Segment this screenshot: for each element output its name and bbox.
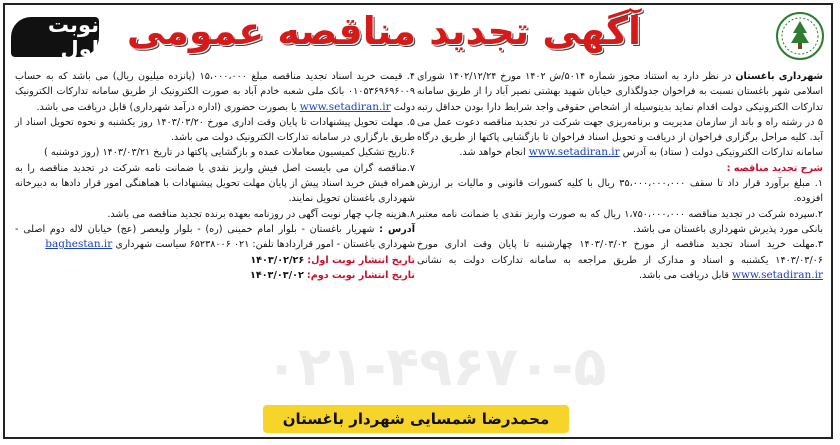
watermark: ۰۲۱-۴۹۶۷۰-۵ <box>265 335 607 398</box>
item-3 <box>417 237 823 283</box>
signature-bar: محمدرضا شمسایی شهردار باغستان <box>263 405 569 433</box>
item-1: ۱. مبلغ برآورد قرار داد تا سقف ۳۵،۰۰۰،۰۰۰،۰۰۰ ریال با کلیه کسورات قانونی و مالیات بر ارزش افزوده. <box>417 178 823 205</box>
item-3-link[interactable]: www.setadiran.ir <box>732 268 823 281</box>
second-pub-date: ۱۴۰۳/۰۳/۰۲ <box>249 269 304 281</box>
intro-paragraph <box>417 69 823 161</box>
item-8: ۸.هزینه چاپ چهار نوبت آگهی در روزنامه بعهده برنده تجدید مناقصه می باشد. <box>107 208 415 220</box>
setadiran-link[interactable]: www.setadiran.ir <box>528 146 620 159</box>
first-pub-date: ۱۴۰۳/۰۲/۲۶ <box>250 254 305 266</box>
left-column <box>15 69 415 283</box>
item-4-link[interactable]: www.setadiran.ir <box>299 100 391 113</box>
header <box>5 5 831 67</box>
notice-frame <box>3 3 833 439</box>
address-text: شهریار باغستان - بلوار امام خمینی (ره) - بلوار ولیعصر (عج) خیابان لاله دوم اصلی - شهرداری باغستان - امور قراردادها تلفن: ۰۲۱ ۶۵۲۳۸۰۰۶ سیاست شهرداری <box>15 223 415 251</box>
item-2: ۲.سپرده شرکت در تجدید مناقصه ۱،۷۵۰،۰۰۰،۰۰۰ ریال که به صورت واریز نقدی یا ضمانت نامه معتبر بانکی مورد پذیرش شهرداری باغستان می باشد. <box>417 208 823 235</box>
item-4-text: ۴. قیمت خرید اسناد تجدید مناقصه مبلغ ۱۵،۰۰۰،۰۰۰ (پانزده میلیون ریال) می باشد که به حساب ۰۱۰۵۳۶۹۶۹۶۰۰۹ بانک ملی شعبه خادم آباد به صورت الکترونیک از طریق سامانه تدارکات الکترونیک دولت <box>15 71 416 113</box>
first-pub-label: تاریخ انتشار نوبت اول: <box>307 254 415 266</box>
conditions-title: شرح تجدید مناقصه : <box>726 162 823 174</box>
item-7: ۷.مناقصه گران می بایست اصل فیش واریز نقدی یا ضمانت نامه شرکت در تجدید مناقصه را به همراه فیش خرید اسناد پیش از پایان مهلت تحویل پیشنهادات با هماهنگی امور قرار دادها به دبیرخانه شهرداری باغستان تحویل نمایند. <box>15 162 415 205</box>
baghestan-link[interactable]: baghestan.ir <box>45 238 113 251</box>
intro-text: در نظر دارد به استناد مجوز شماره ۵۰۱۴/ش ۱۴۰۲ مورخ ۱۴۰۲/۱۲/۲۴ شورای اسلامی شهر باغستان نسبت به فراخوان جدولگذاری خیابان شهید بهشتی نصیر آباد را از طریق سامانه تدارکات الکترونیکی دولت اقدام نماید بدینوسیله از اشخاص حقوقی واجد شرایط دارا بودن حداقل رتبه ۵ در رشته راه و باند از سازمان مدیریت و برنامه‌ریزی جهت شرکت در تجدید مناقصه دعوت عمل می آید. کلیه مراحل برگزاری فراخوان از دریافت و تحویل اسناد فراخوان تا بازگشایی پاکتها از طریق درگاه سامانه تدارکات الکترونیکی دولت ( ستاد) به آدرس <box>417 71 823 159</box>
notice-title: آگهی تجدید مناقصه عمومی <box>126 9 641 53</box>
item-3-tail: قابل دریافت می باشد. <box>639 269 729 281</box>
second-publication <box>15 268 415 283</box>
item-5: ۵. مهلت تحویل پیشنهادات تا پایان وقت اداری مورخ ۱۴۰۳/۰۳/۲۰ روز یکشنبه و نحوه تحویل اسناد از طریق بارگزاری در سامانه تدارکات الکترونیک دولت می باشد. <box>15 116 415 144</box>
address-label: آدرس : <box>379 223 415 235</box>
right-column <box>417 69 823 283</box>
item-4 <box>15 69 415 115</box>
turn-badge: نوبت اول <box>11 17 99 57</box>
second-pub-label: تاریخ انتشار نوبت دوم: <box>306 269 415 281</box>
first-publication <box>15 253 415 268</box>
org-name: شهرداری باغستان <box>735 71 823 82</box>
item-4-tail: یا بصورت حضوری (اداره درآمد شهرداری) قابل دریافت می باشد. <box>36 101 297 113</box>
item-6: ۶.تاریخ تشکیل کمیسیون معاملات عمده و بازگشایی پاکتها در تاریخ ۱۴۰۳/۰۳/۲۱ (روز دوشنبه ) <box>44 147 415 159</box>
address <box>15 222 415 253</box>
item-3-text: ۳.مهلت خرید اسناد تجدید مناقصه از مورخ ۱۴۰۳/۰۳/۰۲ چهارشنبه تا پایان وقت اداری مورخ ۱۴۰۳/۰۳/۰۶ یکشنبه و اسناد و مدارک از طریق مراجعه به سامانه تدارکات دولت به نشانی <box>417 239 824 266</box>
intro-tail: انجام خواهد شد. <box>459 147 526 159</box>
municipality-logo-icon <box>775 11 825 61</box>
